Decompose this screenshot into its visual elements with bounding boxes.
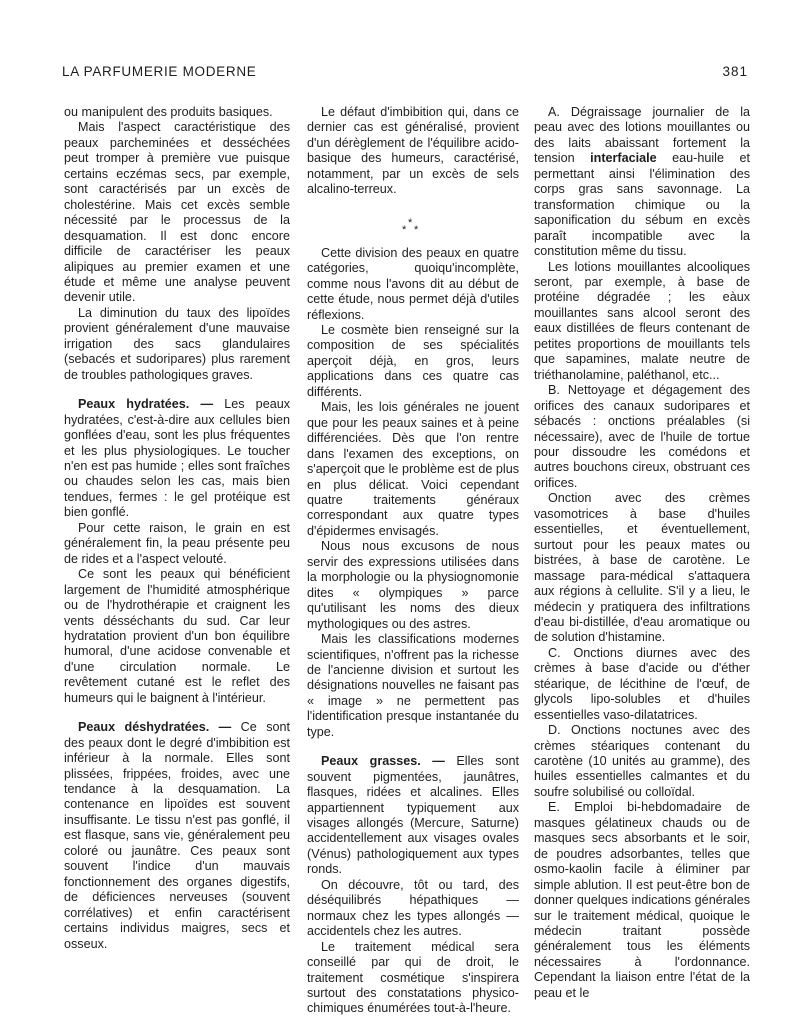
- column-right: [534, 105, 750, 1001]
- section-heading: Peaux hydratées. —: [78, 397, 214, 412]
- page-number: 381: [722, 64, 748, 79]
- paragraph: Mais, les lois générales ne jouent que pour les peaux saines et à peine différenciées. Dès que l'on rentre dans l'examen des exceptions, on s'aperçoit que le problème est de plus en plus délicat. Voici cependant quatre traitements généraux correspondant aux quatre types d'épidermes envisagés.: [307, 400, 519, 538]
- paragraph-text: Les peaux hydratées, c'est-à-dire aux cellules bien gonflées d'eau, sont les plus fréquentes et les plus physiologiques. Le toucher n'en est pas humide ; elles sont fraîches ou chaudes selon les cas, mais bien tendues, fermes : le gel protéique est bien gonflé.: [64, 397, 290, 520]
- paragraph: B. Nettoyage et dégagement des orifices des canaux sudoripares et sébacés : onctions préalables (si nécessaire), avec de l'huile de tortue pour dissoudre les comédons et autres bouchons cireux, obstruant ces orifices.: [534, 383, 750, 490]
- section-paragraph-oily: [307, 754, 519, 878]
- paragraph-text: eau-huile et permettant ainsi l'élimination des corps gras sans savonnage. La transformation chimique ou la saponification du sébum en excès paraît incompatible avec la constitution même du tissu.: [534, 151, 750, 259]
- paragraph: [534, 105, 750, 260]
- section-heading: Peaux grasses. —: [321, 754, 445, 769]
- paragraph: Onction avec des crèmes vasomotrices à base d'huiles essentielles, et éventuellement, surtout pour les peaux mates ou bistrées, à base de carotène. Le massage para-médical s'attaquera aux régions à cellulite. S'il y a lieu, le médecin y pratiquera des infiltrations d'eau bi-distillée, d'eau aromatique ou de solution d'histamine.: [534, 491, 750, 645]
- paragraph: ou manipulent des produits basiques.: [64, 105, 273, 119]
- paragraph: Le défaut d'imbibition qui, dans ce dernier cas est généralisé, provient d'un dérèglement de l'équilibre acido-basique des humeurs, caractérisé, notamment, par un excès de sels alcalino-terreux.: [307, 105, 519, 197]
- section-paragraph-dehydrated: [64, 720, 290, 952]
- paragraph: Mais l'aspect caractéristique des peaux parcheminées et desséchées peut tromper à première vue puisque certains eczémas secs, par exemple, sont caractérisés par un excès de cholestérine. Mais cet excès semble nécessité par le processus de la desquamation. Il est donc encore difficile de caractériser les peaux alipiques au premier examen et une étude et même une analyse peuvent devenir utile.: [64, 120, 290, 305]
- paragraph-text: Elles sont souvent pigmentées, jaunâtres, flasques, ridées et alcalines. Elles appartiennent typiquement aux visages allongés (Mercure, Saturne) accidentellement aux visages ovales (Vénus) pathologiquement aux types ronds.: [307, 754, 519, 877]
- column-middle: [307, 105, 519, 1017]
- paragraph: D. Onctions noctunes avec des crèmes stéariques contenant du carotène (10 unités au gramme), des huiles essentielles calmantes et du soufre solubilisé ou colloïdal.: [534, 723, 750, 799]
- paragraph: Pour cette raison, le grain en est généralement fin, la peau présente peu de rides et a l'aspect velouté.: [64, 520, 290, 566]
- column-left: [64, 105, 290, 952]
- emphasis-term: interfaciale: [590, 151, 657, 166]
- running-header-title: LA PARFUMERIE MODERNE: [62, 64, 257, 79]
- asterism-ornament: * * *: [402, 216, 419, 236]
- paragraph-text: A. Dégraissage journalier de la peau avec des lotions mouillantes ou des laits abaissant fortement la tension: [534, 105, 750, 166]
- paragraph: C. Onctions diurnes avec des crèmes à base d'acide ou d'éther stéarique, de lécithine de l'œuf, de glycols lipo-solubles et d'huiles essentielles vaso-dilatatrices.: [534, 645, 750, 722]
- paragraph: Mais les classifications modernes scientifiques, n'offrent pas la richesse de l'ancienne division et surtout les désignations nouvelles ne faisant pas « image » ne permettent pas l'identification presque instantanée du type.: [307, 632, 519, 739]
- paragraph: Le traitement médical sera conseillé par qui de droit, le traitement cosmétique s'inspirera surtout des constatations physico-chimiques énumérées tout-à-l'heure.: [307, 939, 519, 1016]
- paragraph-text: Ce sont des peaux dont le degré d'imbibition est inférieur à la normale. Elles sont plissées, frippées, froides, avec une tendance à la desquamation. La contenance en lipoïdes est souvent insuffisante. Le tissu n'est pas gonflé, il est flasque, sans vie, généralement peu coloré ou jaunâtre. Ces peaux sont souvent l'indice d'un mauvais fonctionnement des organes digestifs, de déficiences nerveuses (souvent corrélatives) et enfin caractérisent certains individus maigres, secs et osseux.: [64, 720, 290, 951]
- paragraph: Les lotions mouillantes alcooliques seront, par exemple, à base de protéine dégradée ; les eàux mouillantes sans alcool seront des eaux distillées de fleurs contenant de petites proportions de mouillants tels que sapamines, malate neutre de triéthanolamine, paléthanol, etc...: [534, 259, 750, 382]
- paragraph: Cette division des peaux en quatre catégories, quoiqu'incomplète, comme nous l'avons dit au début de cette étude, nous permet déjà d'utiles réflexions.: [307, 245, 519, 322]
- paragraph: La diminution du taux des lipoïdes provient généralement d'une mauvaise irrigation des sacs glandulaires (sebacés et sudoripares) plus rarement de troubles pathologiques graves.: [64, 305, 290, 382]
- paragraph: Nous nous excusons de nous servir des expressions utilisées dans la morphologie ou la physiognomonie dites « olympiques » parce qu'utilisant les noms des dieux mythologiques ou des astres.: [307, 539, 519, 631]
- section-paragraph-hydrated: [64, 397, 290, 521]
- paragraph: On découvre, tôt ou tard, des déséquilibrés hépathiques — normaux chez les types allongés — accidentels chez les autres.: [307, 877, 519, 939]
- paragraph: Le cosmète bien renseigné sur la composition de ses spécialités aperçoit déjà, en gros, leurs applications dans ces quatre cas différents.: [307, 322, 519, 399]
- paragraph: E. Emploi bi-hebdomadaire de masques gélatineux chauds ou de masques secs absorbants et le soir, de poudres adsorbantes, telles que osmo-kaolin facile à éliminer par simple ablution. Il est peut-être bon de donner quelques indications générales sur le traitement médical, quoique le médecin traitant possède généralement tous les éléments nécessaires à l'ordonnance. Cependant la liaison entre l'état de la peau et le: [534, 800, 750, 1000]
- paragraph: Ce sont les peaux qui bénéficient largement de l'humidité atmosphérique ou de l'hydrothérapie et craignent les vents désséchants du sud. Car leur hydratation provient d'un bon équilibre humoral, d'une acidose convenable et d'une circulation normale. Le revêtement cutané est le reflet des humeurs qui le baignent à l'intérieur.: [64, 567, 290, 705]
- section-heading: Peaux déshydratées. —: [78, 720, 232, 735]
